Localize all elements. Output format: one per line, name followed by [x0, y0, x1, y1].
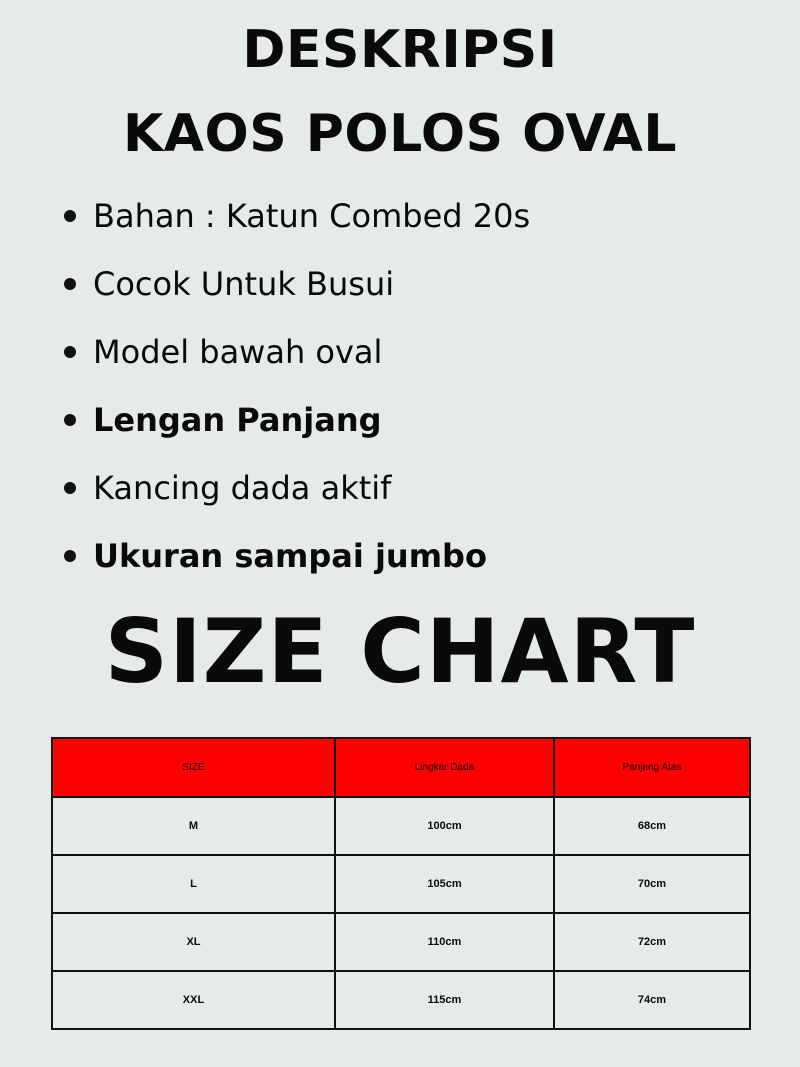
table-row: [52, 971, 750, 1029]
table-row: [52, 855, 750, 913]
table-row: [52, 913, 750, 971]
feature-item: [62, 536, 530, 604]
chest-cell: 105cm: [335, 855, 554, 913]
chest-cell: 100cm: [335, 797, 554, 855]
size-cell: XL: [52, 913, 335, 971]
bullet-icon: [64, 278, 76, 290]
feature-text: Lengan Panjang: [93, 401, 382, 439]
feature-list: [62, 196, 530, 604]
feature-item: [62, 196, 530, 264]
column-header-length: Panjang Atas: [554, 738, 750, 797]
table-header-row: [52, 738, 750, 797]
length-cell: 72cm: [554, 913, 750, 971]
feature-text: Ukuran sampai jumbo: [93, 537, 487, 575]
feature-item: [62, 468, 530, 536]
bullet-icon: [64, 482, 76, 494]
feature-item: [62, 332, 530, 400]
title-line-1: DESKRIPSI: [242, 20, 558, 80]
feature-text: Cocok Untuk Busui: [93, 265, 395, 303]
table-row: [52, 797, 750, 855]
chest-cell: 110cm: [335, 913, 554, 971]
size-chart-table: [51, 737, 751, 1030]
feature-text: Model bawah oval: [93, 333, 383, 371]
feature-text: Kancing dada aktif: [93, 469, 392, 507]
feature-item: [62, 264, 530, 332]
size-cell: M: [52, 797, 335, 855]
bullet-icon: [64, 550, 76, 562]
size-cell: XXL: [52, 971, 335, 1029]
bullet-icon: [64, 210, 76, 222]
size-chart-title: SIZE CHART: [104, 600, 696, 703]
column-header-chest: Lingkar Dada: [335, 738, 554, 797]
length-cell: 68cm: [554, 797, 750, 855]
length-cell: 74cm: [554, 971, 750, 1029]
feature-text: Bahan : Katun Combed 20s: [93, 197, 531, 235]
column-header-size: SIZE: [52, 738, 335, 797]
feature-item: [62, 400, 530, 468]
length-cell: 70cm: [554, 855, 750, 913]
chest-cell: 115cm: [335, 971, 554, 1029]
bullet-icon: [64, 414, 76, 426]
title-line-2: KAOS POLOS OVAL: [122, 104, 678, 164]
bullet-icon: [64, 346, 76, 358]
size-cell: L: [52, 855, 335, 913]
